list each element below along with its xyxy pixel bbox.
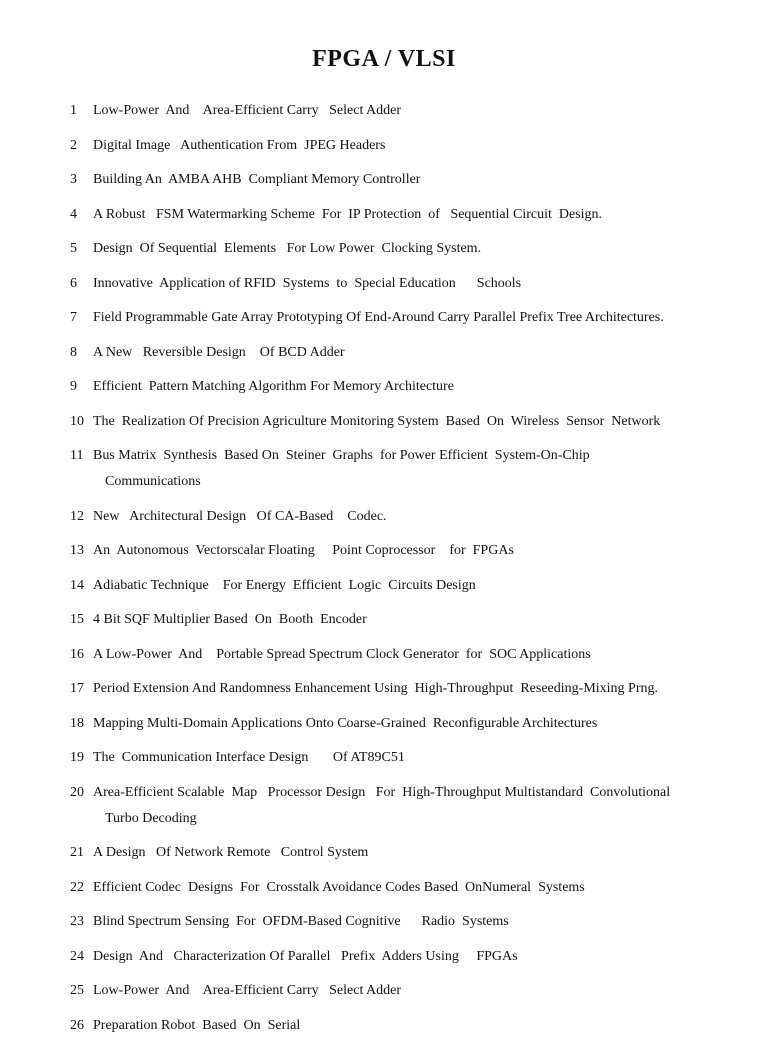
list-item [70,607,730,633]
item-title-line: 4 Bit SQF Multiplier Based On Booth Encoder [93,612,367,627]
item-title-line: Digital Image Authentication From JPEG Headers [93,137,386,153]
item-title-line: Period Extension And Randomness Enhancement Using High-Throughput Reseeding-Mixing Prng. [93,681,658,696]
list-item [70,374,730,400]
item-title-line: New Architectural Design Of CA-Based Codec. [93,508,387,524]
item-number: 1 [70,103,77,118]
list-item [70,642,730,668]
item-title [93,875,730,901]
item-title [93,909,730,935]
list-item [70,409,730,435]
item-title [93,374,730,400]
item-number: 16 [70,646,84,662]
item-number: 15 [70,612,84,627]
item-title-line: A Low-Power And Portable Spread Spectrum Clock Generator for SOC Applications [93,646,591,662]
list-item [70,978,730,1004]
page-title: FPGA / VLSI [312,46,456,72]
project-list [70,98,730,1047]
item-number: 20 [70,784,84,800]
item-title-continuation: Communications [105,474,201,489]
item-number: 18 [70,715,84,731]
item-title [93,780,730,832]
list-item [70,443,730,495]
item-title-line: Low-Power And Area-Efficient Carry Select Adder [93,983,402,998]
item-title [93,98,730,124]
item-title-line: Efficient Pattern Matching Algorithm For Memory Architecture [93,379,454,394]
list-item [70,780,730,832]
item-title-line: An Autonomous Vectorscalar Floating Point Coprocessor for FPGAs [93,543,514,558]
item-number: 21 [70,845,84,860]
list-item [70,271,730,297]
item-title-line: A Design Of Network Remote Control System [93,845,369,860]
item-title [93,133,730,159]
item-title-line: The Realization Of Precision Agriculture Monitoring System Based On Wireless Sensor Network [93,413,661,429]
item-title [93,676,730,702]
list-item [70,340,730,366]
item-title [93,538,730,564]
list-item [70,875,730,901]
item-title-line: Adiabatic Technique For Energy Efficient Logic Circuits Design [93,577,476,593]
item-title-line: Design Of Sequential Elements For Low Power Clocking System. [93,241,482,256]
list-item [70,1013,730,1039]
item-title [93,167,730,193]
list-item [70,202,730,228]
item-number: 5 [70,241,77,256]
list-item [70,745,730,771]
item-title-line: Blind Spectrum Sensing For OFDM-Based Cognitive Radio Systems [93,914,509,929]
item-number: 23 [70,914,84,929]
item-title [93,504,730,530]
item-number: 3 [70,172,77,187]
item-number: 9 [70,379,77,394]
list-item [70,504,730,530]
item-title [93,840,730,866]
item-title-line: Mapping Multi-Domain Applications Onto Coarse-Grained Reconfigurable Architectures [93,715,598,731]
item-title-line: Preparation Robot Based On Serial [93,1017,301,1033]
item-title [93,1013,730,1039]
item-number: 22 [70,879,84,895]
item-title-line: Building An AMBA AHB Compliant Memory Controller [93,172,421,187]
item-title-line: The Communication Interface Design Of AT89C51 [93,750,405,765]
list-item [70,944,730,970]
item-title-line: Design And Characterization Of Parallel Prefix Adders Using FPGAs [93,948,518,964]
item-title-continuation: Turbo Decoding [105,810,197,826]
item-number: 13 [70,543,84,558]
item-number: 25 [70,983,84,998]
item-title [93,607,730,633]
item-number: 26 [70,1017,84,1033]
item-number: 8 [70,344,77,360]
list-item [70,98,730,124]
item-title-line: Innovative Application of RFID Systems to Special Education Schools [93,275,522,291]
item-title [93,271,730,297]
item-number: 12 [70,508,84,524]
list-item [70,167,730,193]
item-title-line: Field Programmable Gate Array Prototyping Of End-Around Carry Parallel Prefix Tree Architectures. [93,310,664,325]
list-item [70,573,730,599]
item-title-line: Bus Matrix Synthesis Based On Steiner Graphs for Power Efficient System-On-Chip [93,448,590,463]
item-title [93,340,730,366]
item-title [93,745,730,771]
list-item [70,711,730,737]
item-title-line: A Robust FSM Watermarking Scheme For IP Protection of Sequential Circuit Design. [93,206,603,222]
item-number: 4 [70,206,77,222]
list-item [70,676,730,702]
item-title [93,711,730,737]
item-title-line: Efficient Codec Designs For Crosstalk Avoidance Codes Based OnNumeral Systems [93,879,585,895]
item-title [93,573,730,599]
list-item [70,840,730,866]
item-number: 19 [70,750,84,765]
item-title [93,443,730,495]
item-number: 2 [70,137,77,153]
item-title-line: Area-Efficient Scalable Map Processor Design For High-Throughput Multistandard Convolutional [93,784,671,800]
item-number: 10 [70,413,84,429]
item-title [93,978,730,1004]
item-number: 14 [70,577,84,593]
item-number: 17 [70,681,84,696]
item-number: 24 [70,948,84,964]
list-item [70,305,730,331]
item-title [93,305,730,331]
item-title [93,944,730,970]
item-title-line: Low-Power And Area-Efficient Carry Select Adder [93,103,402,118]
item-number: 7 [70,310,77,325]
item-number: 6 [70,275,77,291]
item-title [93,409,730,435]
item-title-line: A New Reversible Design Of BCD Adder [93,344,345,360]
list-item [70,538,730,564]
list-item [70,133,730,159]
item-title [93,236,730,262]
list-item [70,236,730,262]
item-number: 11 [70,448,84,463]
item-title [93,642,730,668]
list-item [70,909,730,935]
item-title [93,202,730,228]
